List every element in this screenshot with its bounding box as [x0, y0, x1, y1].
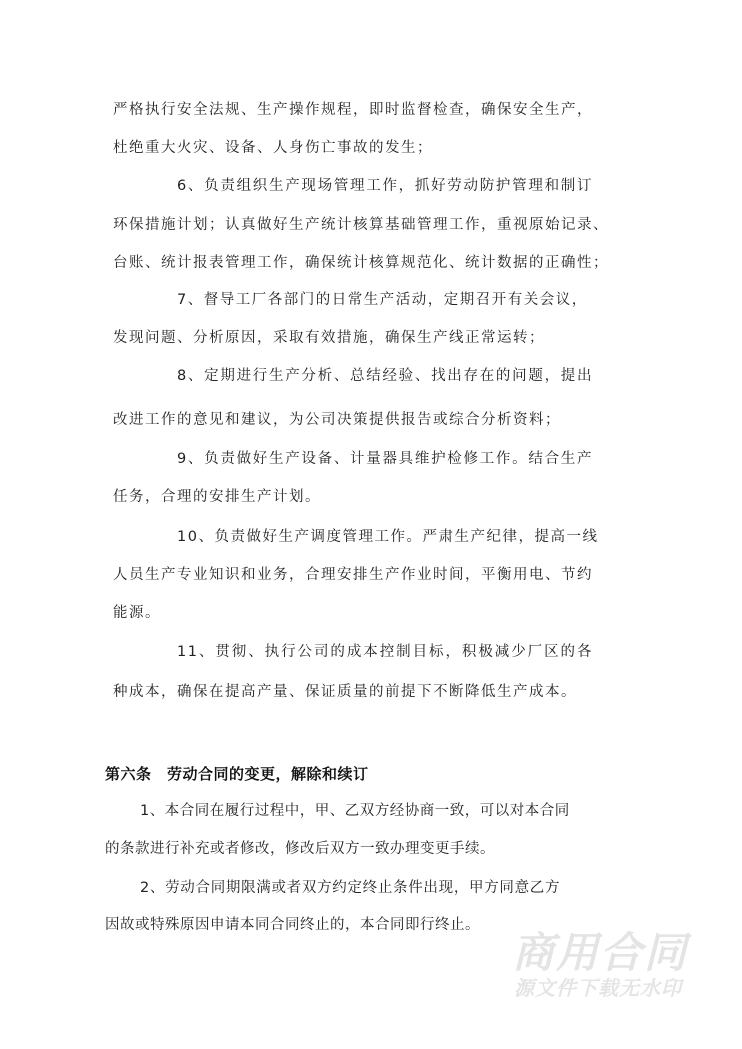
paragraph-line: 1、本合同在履行过程中，甲、乙双方经协商一致，可以对本合同	[140, 803, 570, 819]
paragraph-line: 严格执行安全法规、生产操作规程，即时监督检查，确保安全生产，	[113, 102, 593, 118]
paragraph-line: 11、贯彻、执行公司的成本控制目标，积极减少厂区的各	[177, 644, 593, 660]
paragraph-line: 人员生产专业知识和业务，合理安排生产作业时间，平衡用电、节约	[113, 567, 593, 583]
paragraph-line: 杜绝重大火灾、设备、人身伤亡事故的发生；	[113, 140, 433, 156]
paragraph-line: 台账、统计报表管理工作，确保统计核算规范化、统计数据的正确性；	[113, 255, 609, 271]
paragraph-line: 发现问题、分析原因，采取有效措施，确保生产线正常运转；	[113, 330, 545, 346]
paragraph-line: 9、负责做好生产设备、计量器具维护检修工作。结合生产	[177, 451, 593, 467]
paragraph-line: 种成本，确保在提高产量、保证质量的前提下不断降低生产成本。	[113, 684, 577, 700]
paragraph-line: 2、劳动合同期限满或者双方约定终止条件出现，甲方同意乙方	[140, 880, 560, 896]
watermark-subtitle: 源文件下载无水印	[514, 976, 682, 1000]
paragraph-line: 改进工作的意见和建议，为公司决策提供报告或综合分析资料；	[113, 412, 561, 428]
paragraph-line: 10、负责做好生产调度管理工作。严肃生产纪律，提高一线	[177, 529, 599, 545]
paragraph-line: 能源。	[113, 605, 161, 621]
paragraph-line: 8、定期进行生产分析、总结经验、找出存在的问题，提出	[177, 368, 593, 384]
paragraph-line: 环保措施计划；认真做好生产统计核算基础管理工作，重视原始记录、	[113, 217, 609, 233]
paragraph-line: 6、负责组织生产现场管理工作，抓好劳动防护管理和制订	[177, 178, 593, 194]
paragraph-line: 任务，合理的安排生产计划。	[113, 489, 321, 505]
paragraph-line: 因故或特殊原因申请本同合同终止的，本合同即行终止。	[105, 917, 480, 933]
watermark-title: 商用合同	[512, 928, 689, 977]
paragraph-line: 的条款进行补充或者修改，修改后双方一致办理变更手续。	[105, 841, 495, 857]
section-heading: 第六条 劳动合同的变更，解除和续订	[105, 765, 369, 783]
paragraph-line: 7、督导工厂各部门的日常生产活动，定期召开有关会议，	[177, 292, 588, 308]
